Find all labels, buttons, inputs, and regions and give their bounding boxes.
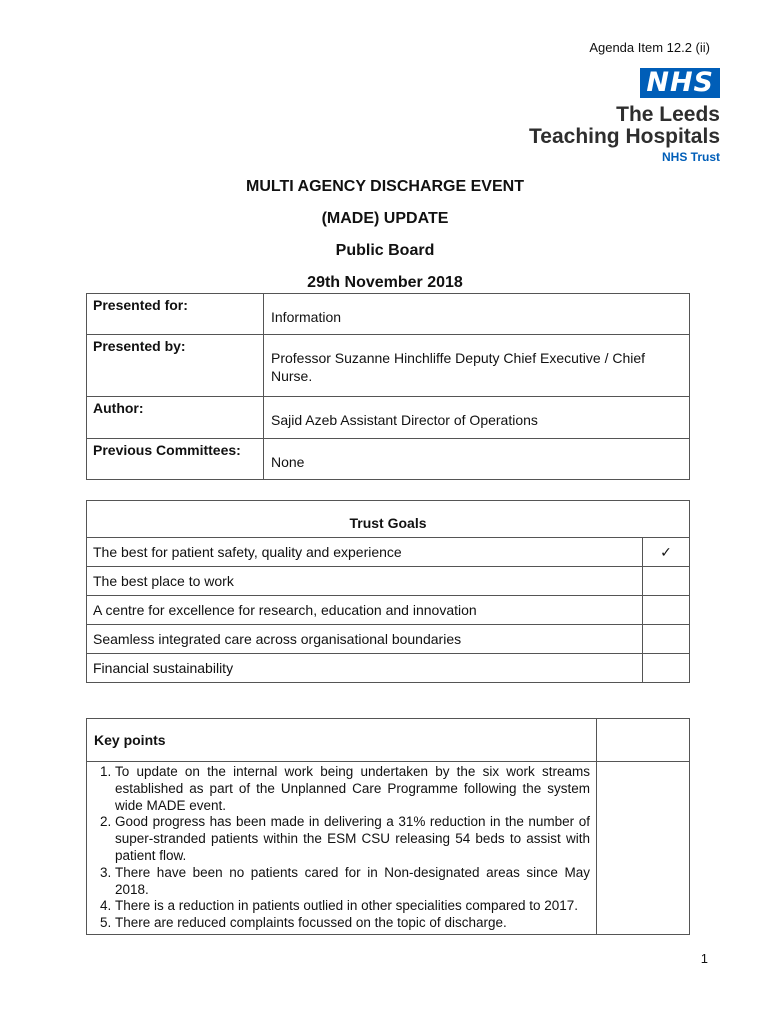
info-value: Information — [264, 294, 690, 335]
key-points-body — [87, 762, 597, 935]
key-point-item: 2. Good progress has been made in delivering a 31% reduction in the number of super-stranded patients within the ESM CSU releasing 54 beds to assist with patient flow. — [115, 814, 590, 864]
info-row — [87, 439, 690, 480]
page-number: 1 — [700, 951, 708, 966]
info-label: Author: — [87, 397, 264, 439]
key-points-header: Key points — [87, 719, 597, 762]
info-label: Presented for: — [87, 294, 264, 335]
check-icon: ✓ — [660, 543, 672, 560]
trust-goals-header: Trust Goals — [87, 501, 690, 538]
key-points-side-cell — [597, 719, 690, 762]
trust-goal-row — [87, 625, 690, 654]
title-line-3: Public Board — [335, 242, 435, 259]
info-row — [87, 294, 690, 335]
info-row — [87, 335, 690, 397]
trust-goal-row — [87, 654, 690, 683]
trust-goal-text: A centre for excellence for research, education and innovation — [87, 596, 643, 625]
key-points-header-row — [87, 719, 690, 762]
trust-goal-text: The best place to work — [87, 567, 643, 596]
logo-line-1: The Leeds — [616, 103, 720, 126]
title-line-1: MULTI AGENCY DISCHARGE EVENT — [246, 178, 524, 195]
info-label: Presented by: — [87, 335, 264, 397]
title-line-2: (MADE) UPDATE — [321, 210, 449, 227]
trust-goal-check-cell — [643, 654, 690, 683]
trust-goal-text: Financial sustainability — [87, 654, 643, 683]
key-points-table — [86, 718, 690, 935]
nhs-trust-logo — [528, 68, 720, 165]
trust-goal-row — [87, 567, 690, 596]
trust-goals-table — [86, 500, 690, 683]
agenda-item: Agenda Item 12.2 (ii) — [589, 40, 710, 55]
document-title — [0, 176, 770, 304]
trust-goals-header-row — [87, 501, 690, 538]
key-point-item: 4. There is a reduction in patients outlied in other specialities compared to 2017. — [115, 898, 590, 915]
key-points-side-cell — [597, 762, 690, 935]
trust-goal-row — [87, 596, 690, 625]
trust-goal-text: The best for patient safety, quality and experience — [87, 538, 643, 567]
key-point-item: 5. There are reduced complaints focussed on the topic of discharge. — [115, 915, 590, 932]
trust-goal-text: Seamless integrated care across organisational boundaries — [87, 625, 643, 654]
trust-goal-check-cell — [643, 625, 690, 654]
key-point-item: 1. To update on the internal work being undertaken by the six work streams established as part of the Unplanned Care Programme following the system wide MADE event. — [115, 764, 590, 814]
key-points-body-row — [87, 762, 690, 935]
logo-line-2: Teaching Hospitals — [529, 125, 720, 148]
key-points-list — [93, 764, 590, 932]
info-value: Professor Suzanne Hinchliffe Deputy Chief Executive / Chief Nurse. — [264, 335, 690, 397]
info-label: Previous Committees: — [87, 439, 264, 480]
info-value: None — [264, 439, 690, 480]
info-table — [86, 293, 690, 480]
key-point-item: 3. There have been no patients cared for in Non-designated areas since May 2018. — [115, 865, 590, 899]
trust-goal-row — [87, 538, 690, 567]
nhs-logo-badge: NHS — [640, 68, 720, 98]
info-row — [87, 397, 690, 439]
logo-trust: NHS Trust — [661, 150, 720, 164]
info-value: Sajid Azeb Assistant Director of Operations — [264, 397, 690, 439]
trust-goal-check-cell — [643, 567, 690, 596]
trust-goal-check-cell — [643, 538, 690, 567]
trust-goal-check-cell — [643, 596, 690, 625]
title-line-4: 29th November 2018 — [307, 274, 463, 291]
